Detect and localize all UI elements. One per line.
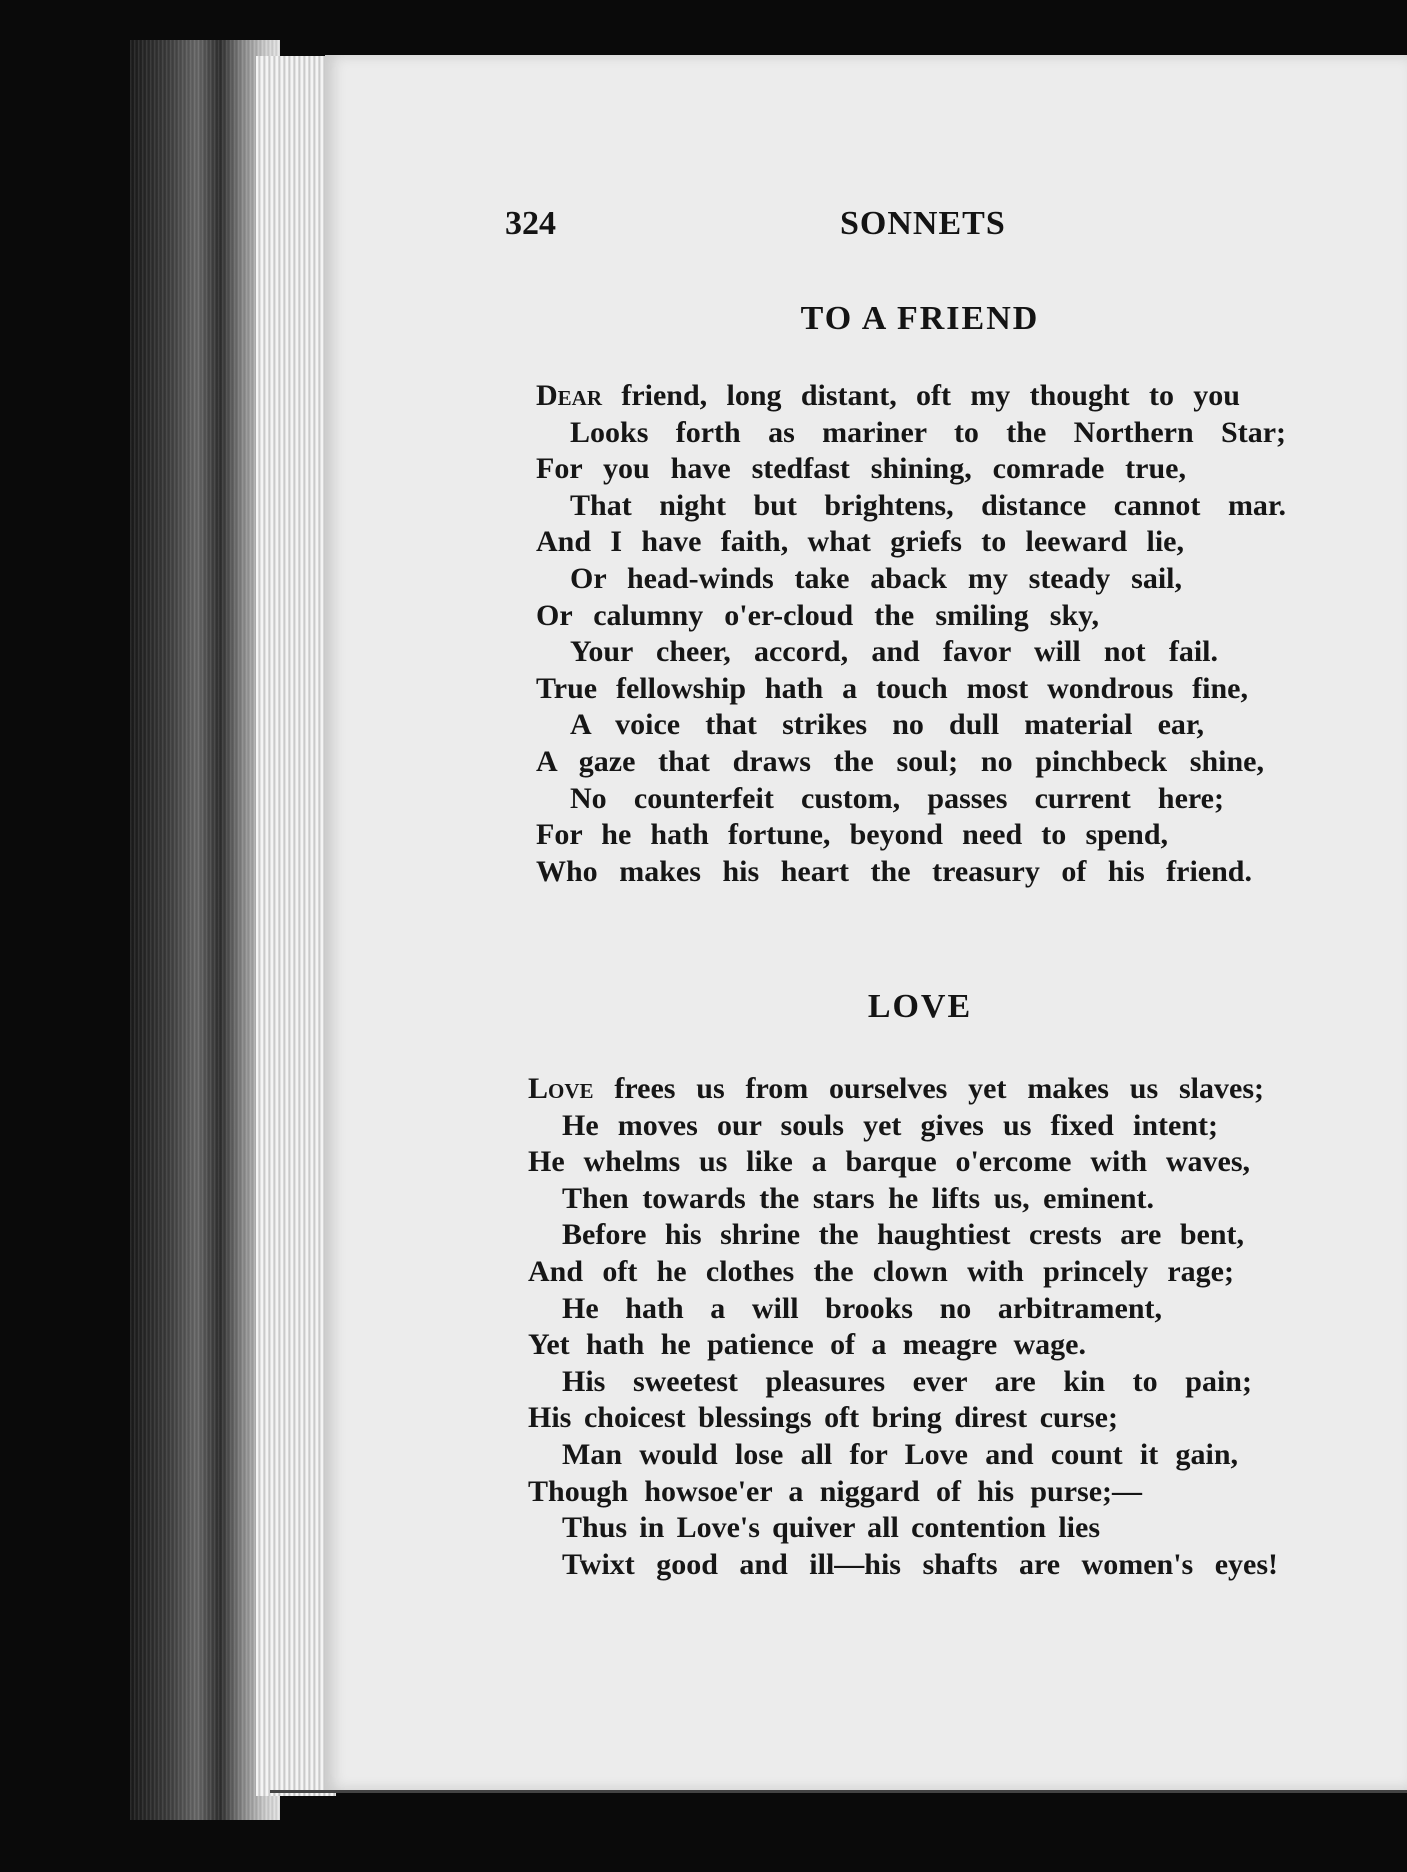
poem-body-love — [528, 1071, 1278, 1583]
poem-line — [528, 1437, 1238, 1474]
poem-line — [528, 1144, 1250, 1181]
poem-line-text: For you have stedfast shining, comrade true, — [536, 452, 1186, 486]
poem-line-text: Your cheer, accord, and favor will not fail. — [570, 635, 1218, 669]
page-number: 324 — [505, 205, 556, 242]
poem-line-text: Yet hath he patience of a meagre wage. — [528, 1328, 1086, 1362]
poem-line-text: No counterfeit custom, passes current here; — [570, 781, 1224, 815]
poem-line — [536, 415, 1286, 452]
poem-line-text: And oft he clothes the clown with princely rage; — [528, 1254, 1234, 1288]
running-title: SONNETS — [840, 205, 1006, 242]
poem-title-love: LOVE — [867, 988, 973, 1025]
poem-line-text: He moves our souls yet gives us fixed intent; — [562, 1108, 1218, 1142]
poem-line-text: Then towards the stars he lifts us, eminent. — [562, 1181, 1154, 1215]
poem-line — [528, 1071, 1264, 1108]
poem-line-text: His choicest blessings oft bring direst curse; — [528, 1401, 1118, 1435]
poem-line-text: Thus in Love's quiver all contention lies — [562, 1511, 1100, 1545]
poem-line-text: frees us from ourselves yet makes us slaves; — [593, 1072, 1264, 1105]
poem-line — [528, 1510, 1100, 1547]
poem-line-text: A voice that strikes no dull material ear, — [570, 708, 1204, 742]
poem-line — [528, 1254, 1234, 1291]
poem-line-text: Before his shrine the haughtiest crests are bent, — [562, 1218, 1244, 1252]
poem-line-text: friend, long distant, oft my thought to you — [602, 379, 1240, 412]
poem-line — [528, 1327, 1086, 1364]
poem-line-text: That night but brightens, distance cannot mar. — [570, 488, 1286, 522]
poem-line-text: Man would lose all for Love and count it gain, — [562, 1437, 1238, 1471]
poem-line — [536, 781, 1224, 818]
poem-line — [536, 817, 1168, 854]
poem-line — [536, 378, 1240, 415]
poem-line-text: His sweetest pleasures ever are kin to pain; — [562, 1364, 1252, 1398]
poem-title-to-a-friend: TO A FRIEND — [800, 300, 1040, 337]
poem-body-to-a-friend — [536, 378, 1286, 890]
poem-line — [536, 488, 1286, 525]
poem-line-text: Who makes his heart the treasury of his friend. — [536, 854, 1252, 888]
page-stack-edges — [256, 56, 336, 1796]
poem-line — [536, 634, 1218, 671]
poem-line-text: Or head-winds take aback my steady sail, — [570, 561, 1182, 595]
poem-line-text: Or calumny o'er-cloud the smiling sky, — [536, 598, 1099, 632]
poem-line-text: Looks forth as mariner to the Northern Star; — [570, 415, 1286, 449]
poem-line — [528, 1474, 1142, 1511]
poem-line-text: He hath a will brooks no arbitrament, — [562, 1291, 1162, 1325]
poem-line — [528, 1181, 1154, 1218]
poem-line-text: Though howsoe'er a niggard of his purse;— — [528, 1474, 1142, 1508]
poem-line — [528, 1364, 1252, 1401]
poem-line-text: And I have faith, what griefs to leeward lie, — [536, 525, 1184, 559]
page-bottom-edge — [270, 1790, 1407, 1793]
poem-line — [536, 707, 1204, 744]
poem-line — [536, 854, 1252, 891]
poem-line — [528, 1547, 1278, 1584]
poem-line — [536, 671, 1248, 708]
poem-line — [536, 524, 1184, 561]
poem-line-text: He whelms us like a barque o'ercome with waves, — [528, 1145, 1250, 1179]
poem-line — [536, 598, 1099, 635]
poem-line-lead-word: Dear — [536, 379, 603, 412]
poem-line-text: For he hath fortune, beyond need to spend, — [536, 818, 1168, 852]
poem-line-text: Twixt good and ill—his shafts are women's eyes! — [562, 1547, 1278, 1581]
poem-line — [536, 561, 1182, 598]
poem-line — [528, 1108, 1218, 1145]
poem-line-text: True fellowship hath a touch most wondrous fine, — [536, 671, 1248, 705]
poem-line — [528, 1217, 1244, 1254]
poem-line-lead-word: Love — [528, 1072, 594, 1105]
poem-line — [528, 1291, 1162, 1328]
poem-line — [536, 451, 1186, 488]
poem-line — [528, 1400, 1118, 1437]
poem-line — [536, 744, 1264, 781]
poem-line-text: A gaze that draws the soul; no pinchbeck shine, — [536, 744, 1264, 778]
running-head — [505, 205, 1025, 245]
